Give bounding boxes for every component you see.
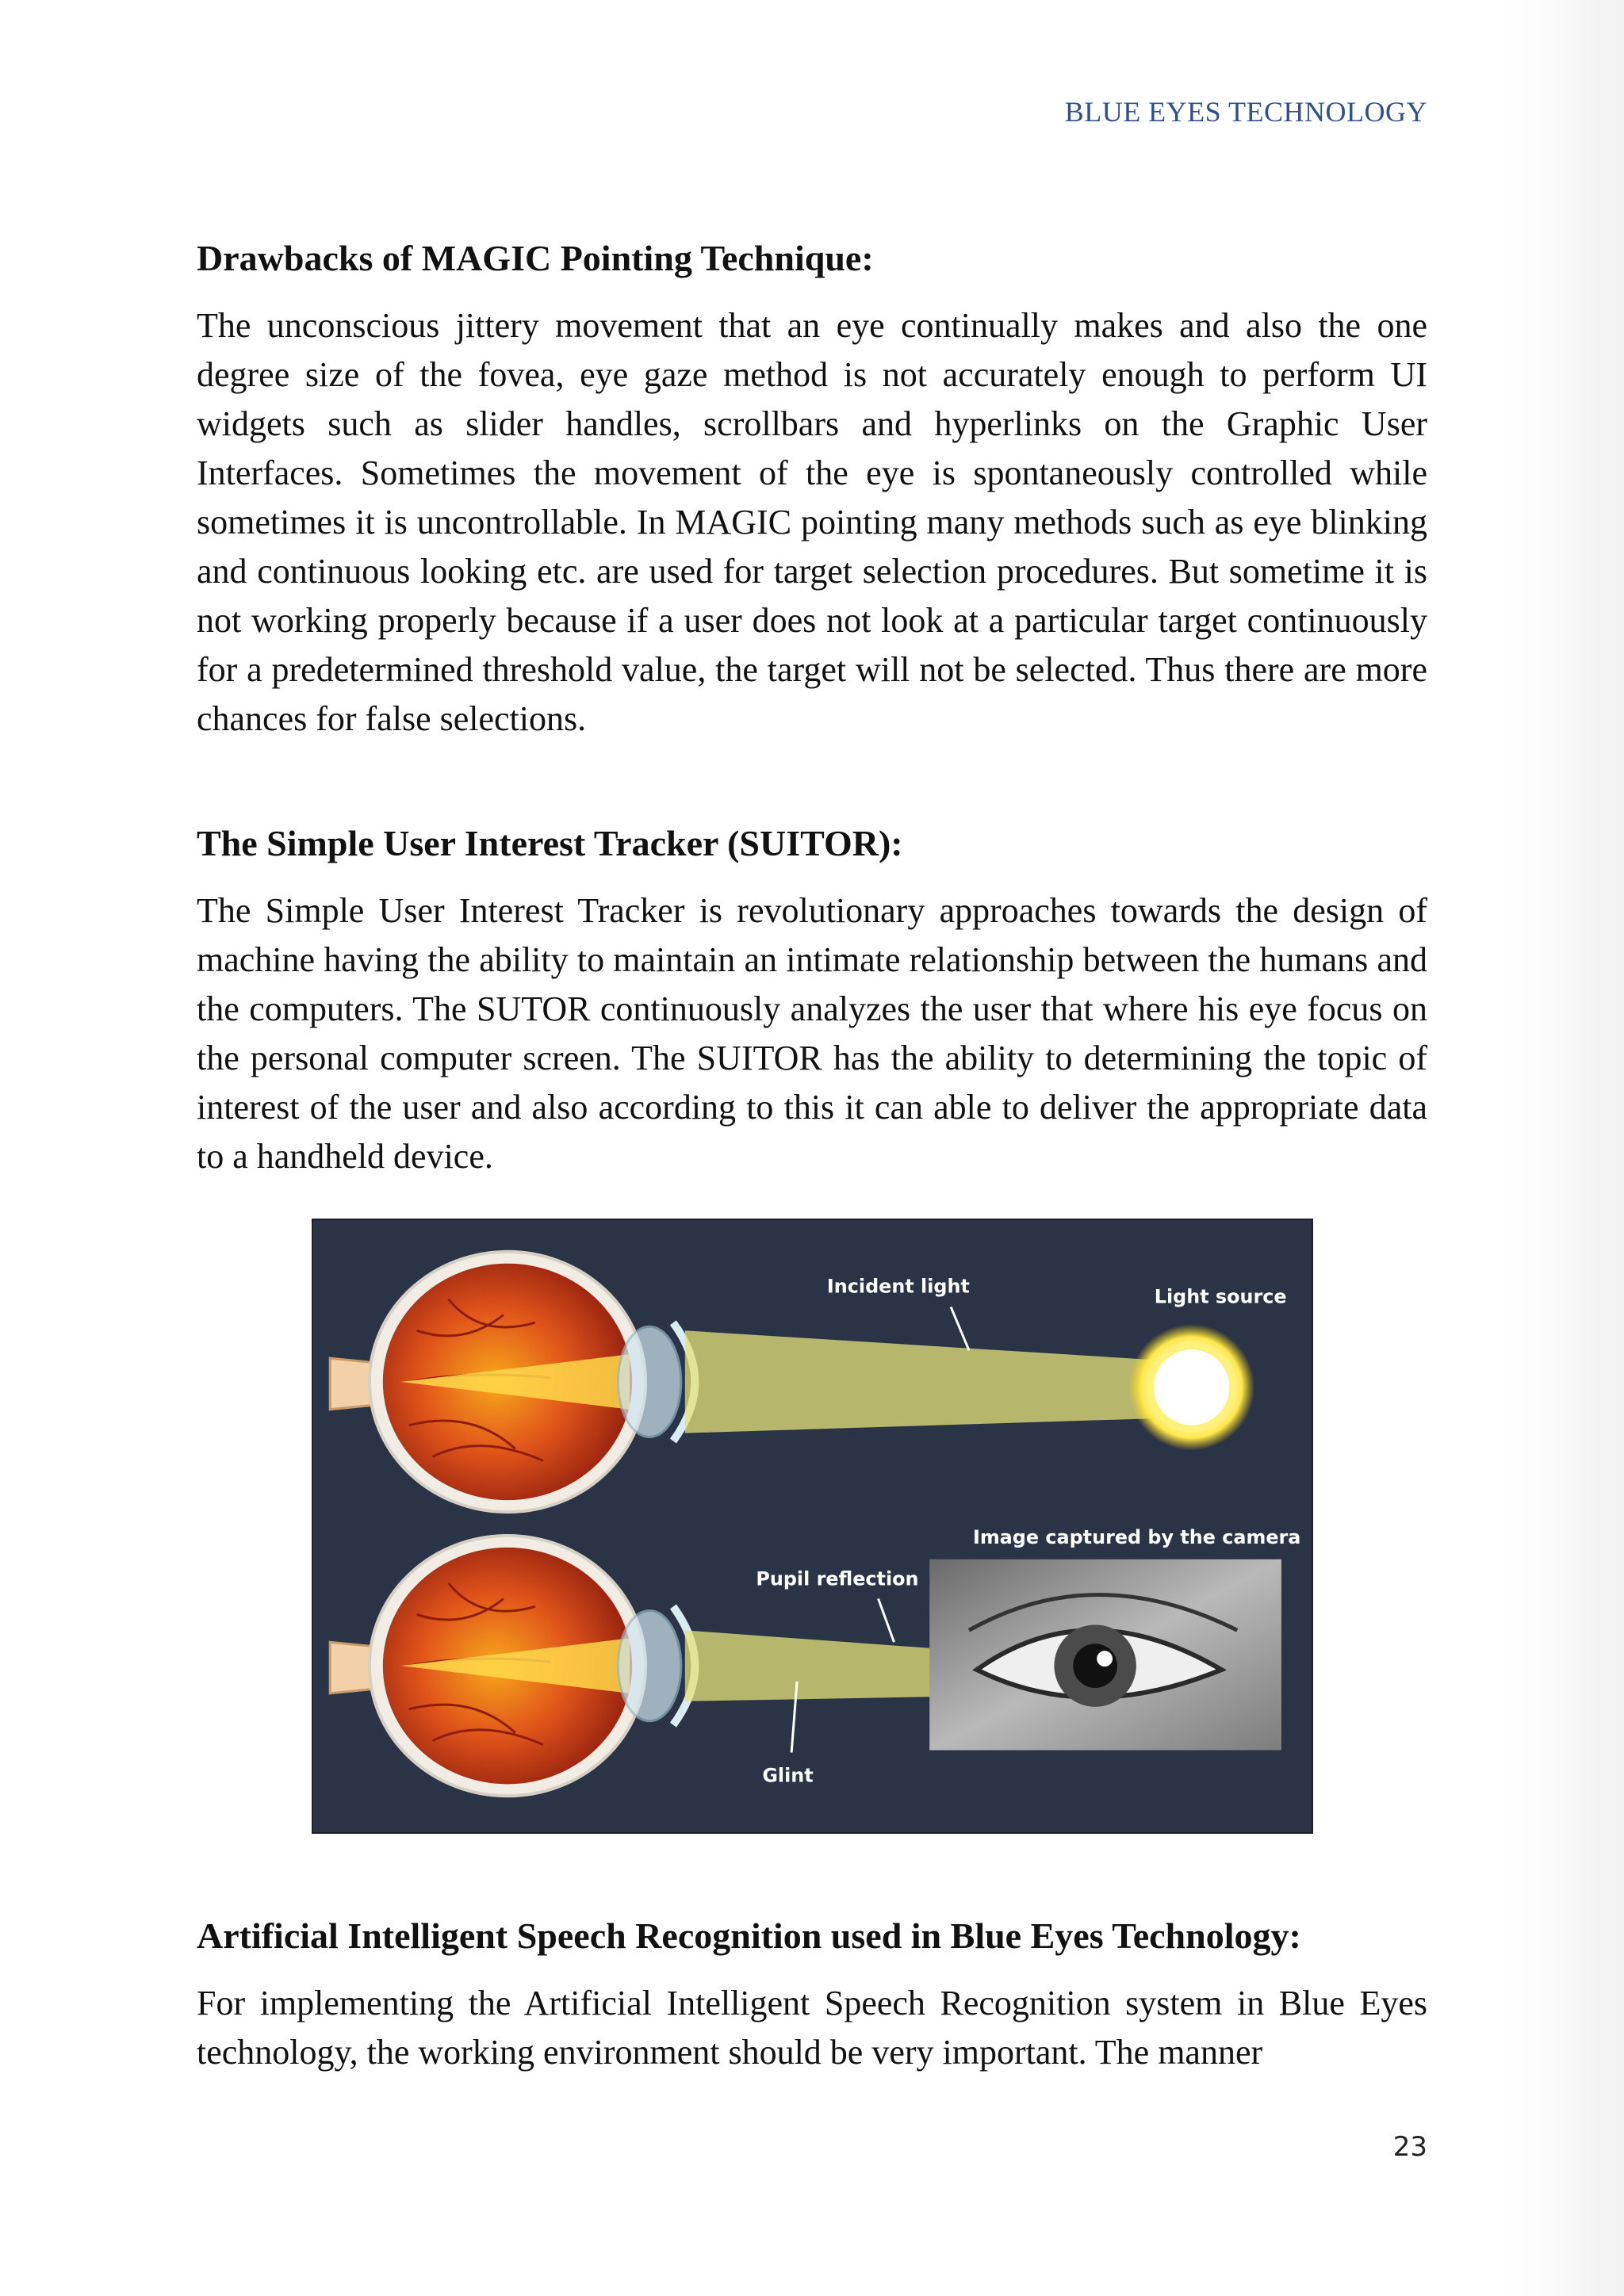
label-incident-light: Incident light xyxy=(826,1275,970,1298)
section-paragraph-magic-drawbacks: The unconscious jittery movement that an eye continually makes and also the one degree size of the fovea, eye gaze method is not accurately enough to perform UI widgets such as slider handles, scrollbars and hyperlinks on the Graphic User Interfaces. Sometimes the movement of the eye is spontaneously controlled while sometimes it is uncontrollable. In MAGIC pointing many methods such as eye blinking and continuous looking etc. are used for target selection procedures. But sometime it is not working properly because if a user does not look at a particular target continuously for a predetermined threshold value, the target will not be selected. Thus there are more chances for false selections. xyxy=(197,306,1427,738)
bottom-eye-illustration xyxy=(330,1536,695,1796)
section-paragraph-suitor: The Simple User Interest Tracker is revolutionary approaches towards the design of machine having the ability to maintain an intimate relationship between the humans and the computers. The SUTOR continuously analyzes the user that where his eye focus on the personal computer screen. The SUITOR has the ability to determining the topic of interest of the user and also according to this it can able to deliver the appropriate data to a handheld device. xyxy=(197,891,1427,1176)
label-image-captured: Image captured by the camera xyxy=(972,1525,1301,1548)
top-eye-illustration xyxy=(330,1252,695,1512)
page-edge-shadow xyxy=(1505,0,1624,2296)
eye-tracking-figure xyxy=(312,1219,1313,1834)
running-header: BLUE EYES TECHNOLOGY xyxy=(1064,96,1427,128)
label-pupil-reflection: Pupil reflection xyxy=(756,1567,919,1590)
label-light-source: Light source xyxy=(1154,1285,1287,1308)
page-number: 23 xyxy=(1392,2131,1427,2163)
light-source-circle xyxy=(1151,1346,1232,1428)
incident-light-beam xyxy=(685,1330,1190,1433)
section-heading-magic-drawbacks: Drawbacks of MAGIC Pointing Technique: xyxy=(197,238,874,278)
section-heading-suitor: The Simple User Interest Tracker (SUITOR): xyxy=(197,823,903,863)
section-heading-speech-recognition: Artificial Intelligent Speech Recognition used in Blue Eyes Technology: xyxy=(197,1915,1301,1956)
incident-light-pointer xyxy=(951,1307,969,1350)
section-paragraph-speech-recognition: For implementing the Artificial Intelligent Speech Recognition system in Blue Eyes technology, the working environment should be very important. The manner xyxy=(197,1984,1427,2072)
label-glint: Glint xyxy=(762,1764,814,1787)
camera-image-panel xyxy=(929,1559,1281,1751)
pupil-reflection-pointer xyxy=(879,1599,894,1643)
